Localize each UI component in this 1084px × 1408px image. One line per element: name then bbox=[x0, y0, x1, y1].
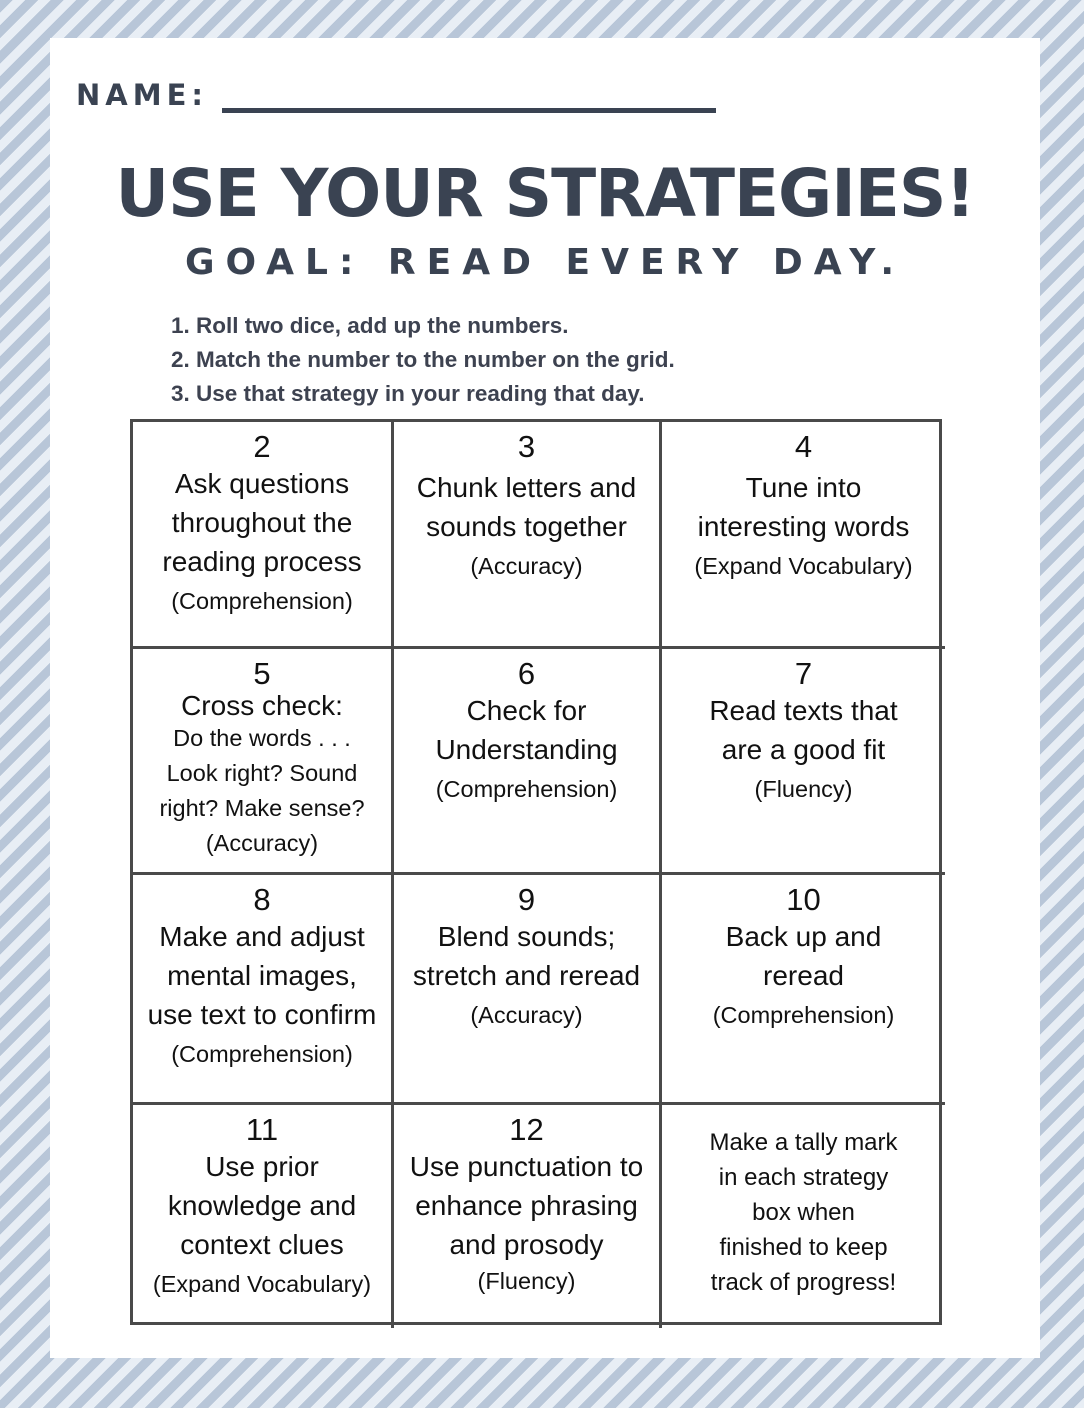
tally-instructions-cell bbox=[662, 1105, 945, 1328]
strategy-category: (Fluency) bbox=[754, 776, 853, 802]
tally-text: box when bbox=[752, 1199, 855, 1226]
cell-number: 9 bbox=[517, 882, 536, 917]
strategy-text: mental images, bbox=[167, 960, 357, 991]
strategy-text: Look right? Sound bbox=[166, 760, 358, 786]
strategy-text: enhance phrasing bbox=[415, 1190, 638, 1221]
strategy-text: stretch and reread bbox=[412, 960, 641, 991]
strategy-text: throughout the bbox=[171, 507, 353, 538]
cell-number: 7 bbox=[794, 656, 813, 691]
strategy-category: (Expand Vocabulary) bbox=[152, 1271, 372, 1297]
cell-number: 4 bbox=[794, 429, 813, 464]
strategy-text: Chunk letters and bbox=[416, 472, 637, 503]
strategy-text: context clues bbox=[180, 1229, 344, 1260]
cell-number: 11 bbox=[245, 1112, 279, 1147]
strategy-category: (Expand Vocabulary) bbox=[694, 553, 913, 579]
strategy-text: reread bbox=[763, 960, 844, 991]
name-label: NAME: bbox=[76, 78, 208, 112]
strategy-text: Ask questions bbox=[174, 468, 350, 499]
strategy-cell-9 bbox=[394, 875, 662, 1105]
instructions-list bbox=[171, 309, 675, 411]
strategy-text: Use prior bbox=[205, 1151, 319, 1182]
strategy-cell-8 bbox=[133, 875, 394, 1105]
strategy-text: sounds together bbox=[426, 511, 627, 542]
worksheet-page bbox=[50, 38, 1040, 1358]
strategy-category: (Comprehension) bbox=[171, 588, 353, 614]
strategy-category: (Comprehension) bbox=[435, 776, 618, 802]
strategy-text: Use punctuation to bbox=[409, 1151, 644, 1182]
strategy-text: right? Make sense? bbox=[159, 795, 365, 821]
strategy-text: Read texts that bbox=[709, 695, 898, 726]
strategy-cell-12 bbox=[394, 1105, 662, 1328]
strategy-category: (Accuracy) bbox=[470, 553, 583, 579]
cell-number: 10 bbox=[786, 882, 821, 917]
cell-number: 8 bbox=[253, 882, 271, 917]
tally-text: track of progress! bbox=[710, 1269, 897, 1296]
instruction-step: 3. Use that strategy in your reading that day. bbox=[171, 381, 645, 406]
cell-number: 2 bbox=[253, 429, 271, 464]
strategy-text: interesting words bbox=[697, 511, 910, 542]
strategy-text: Do the words . . . bbox=[173, 725, 351, 751]
strategy-heading: Cross check: bbox=[181, 690, 343, 721]
strategy-cell-2 bbox=[133, 422, 394, 649]
strategy-text: Understanding bbox=[435, 734, 618, 765]
strategy-cell-4 bbox=[662, 422, 945, 649]
strategy-cell-6 bbox=[394, 649, 662, 875]
name-blank-line[interactable] bbox=[222, 108, 716, 113]
strategy-category: (Accuracy) bbox=[205, 830, 319, 856]
page-title: USE YOUR STRATEGIES! bbox=[115, 155, 975, 232]
strategy-text: knowledge and bbox=[167, 1190, 357, 1221]
cell-number: 3 bbox=[517, 429, 536, 464]
strategy-text: Back up and bbox=[725, 921, 882, 952]
strategy-cell-7 bbox=[662, 649, 945, 875]
strategy-category: (Fluency) bbox=[477, 1268, 576, 1294]
strategy-cell-3 bbox=[394, 422, 662, 649]
strategy-text: use text to confirm bbox=[147, 999, 377, 1030]
strategy-cell-5 bbox=[133, 649, 394, 875]
strategy-cell-11 bbox=[133, 1105, 394, 1328]
strategy-grid bbox=[130, 419, 942, 1325]
cell-number: 5 bbox=[253, 656, 271, 691]
strategy-text: Check for bbox=[466, 695, 587, 726]
strategy-text: and prosody bbox=[449, 1229, 604, 1260]
instruction-step: 1. Roll two dice, add up the numbers. bbox=[171, 313, 569, 338]
strategy-category: (Comprehension) bbox=[712, 1002, 895, 1028]
strategy-text: Tune into bbox=[745, 472, 862, 503]
strategy-text: Blend sounds; bbox=[437, 921, 616, 952]
instruction-step: 2. Match the number to the number on the grid. bbox=[171, 347, 675, 372]
cell-number: 6 bbox=[517, 656, 536, 691]
tally-text: finished to keep bbox=[719, 1234, 888, 1261]
strategy-cell-10 bbox=[662, 875, 945, 1105]
cell-number: 12 bbox=[509, 1112, 544, 1147]
strategy-text: reading process bbox=[162, 546, 362, 577]
strategy-category: (Accuracy) bbox=[470, 1002, 583, 1028]
tally-text: Make a tally mark bbox=[709, 1129, 898, 1156]
strategy-text: are a good fit bbox=[721, 734, 886, 765]
tally-text: in each strategy bbox=[718, 1164, 889, 1191]
page-subtitle: GOAL: READ EVERY DAY. bbox=[185, 242, 905, 283]
strategy-text: Make and adjust bbox=[159, 921, 365, 952]
strategy-category: (Comprehension) bbox=[171, 1041, 353, 1067]
